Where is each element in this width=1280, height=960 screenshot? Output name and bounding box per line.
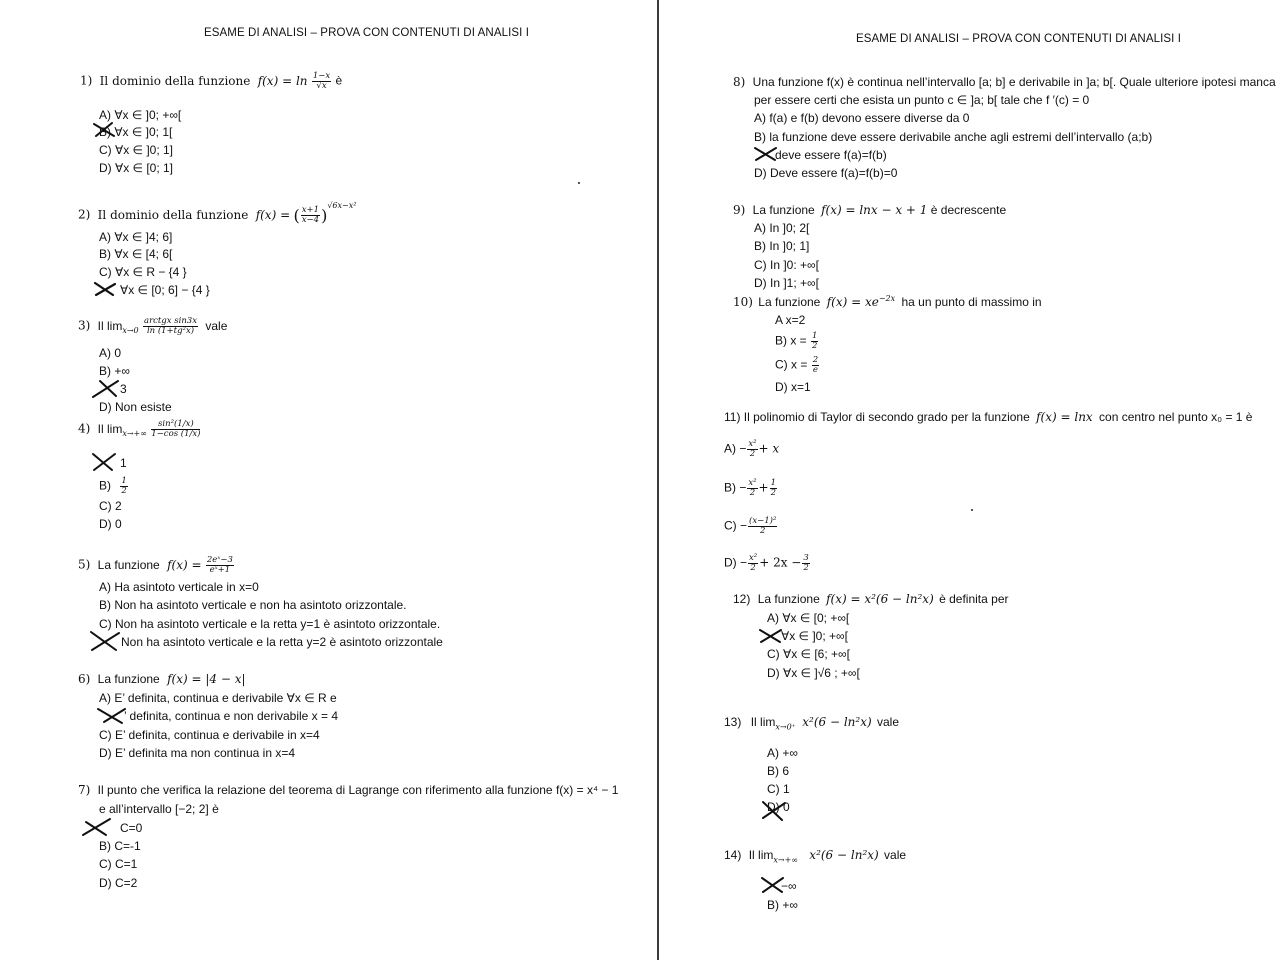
q8-option-b: B) la funzione deve essere derivabile anche agli estremi dell’intervallo (a;b) [754,130,1153,144]
q4-option-a: 1 [120,456,127,470]
q13-option-a: A) +∞ [767,746,798,760]
q1-answer-mark-icon [92,121,118,139]
question-6: 6) La funzione f(x) = |4 − x| [78,672,246,686]
question-14: 14) Il $\lim_{x\to+\infty} x^2(6 - \ln^2x)$ vale [724,848,907,865]
q13-answer-mark-icon [760,799,788,823]
q12-option-a: A) ∀x ∈ [0; +∞[ [767,611,850,625]
stray-dot [578,182,580,184]
left-page-title: ESAME DI ANALISI – PROVA CON CONTENUTI DI ANALISI I [204,27,530,39]
q8-line2: per essere certi che esista un punto c ∈ ]a; b[ tale che f ′(c) = 0 [754,93,1090,107]
question-12: 12) La funzione f(x) = x²(6 − ln²x) è definita per [733,592,1009,606]
q12-option-b: ∀x ∈ ]0; +∞[ [781,629,848,643]
q6-option-b: ’ definita, continua e non derivabile x = 4 [124,709,339,723]
question-4: 4) Il $\lim_{x\to+\infty}$ $\frac{\text{sin²(1/x)}}{1-\cos (1/x)}$ [78,419,201,439]
q11-option-b: B) − $\frac{\text{x²}}{2}$ + $\frac{1}{2}$ [724,478,777,498]
stray-dot [971,509,973,511]
q8-option-c: deve essere f(a)=f(b) [775,148,887,162]
question-8: 8) Una funzione f(x) è continua nell’intervallo [a; b] e derivabile in ]a; b[. Quale ulteriore ipotesi manca [733,75,1276,89]
q5-answer-mark-icon [88,629,122,653]
q13-option-c: C) 1 [767,782,790,796]
q9-option-b: B) In ]0; 1] [754,239,810,253]
question-10: 10) La funzione $f(x) = xe^{-2x}$ ha un punto di massimo in [733,294,1042,309]
q3-option-a: A) 0 [99,346,122,360]
q8-answer-mark-icon [753,145,779,163]
q9-option-c: C) In ]0: +∞[ [754,258,819,272]
q10-option-c: C) x = $\frac{2}{e}$ [775,355,819,375]
q3-option-c: 3 [120,382,127,396]
q5-option-c: C) Non ha asintoto verticale e la retta y=1 è asintoto orizzontale. [99,617,441,631]
q3-option-d: D) Non esiste [99,400,172,414]
q10-option-d: D) x=1 [775,380,811,394]
q5-fraction: $\frac{\text{2eˣ−3}}{\text{eˣ+1}}$ [206,555,233,575]
q4-option-d: D) 0 [99,517,122,531]
question-9: 9) La funzione f(x) = lnx − x + 1 è decrescente [733,203,1007,217]
q6-option-a: A) E’ definita, continua e derivabile ∀x ∈ R e [99,691,337,705]
q7-line2: e all’intervallo [−2; 2] è [99,802,219,816]
q8-option-a: A) f(a) e f(b) devono essere diverse da 0 [754,111,970,125]
q11-option-c: C) − $\frac{\text{(x−1)²}}{2}$ [724,516,777,536]
q1-option-b: B) ∀x ∈ ]0; 1[ [99,125,173,139]
question-7: 7) Il punto che verifica la relazione del teorema di Lagrange con riferimento alla funzione f(x) = x⁴ − 1 [78,783,619,797]
q2-option-b: B) ∀x ∈ [4; 6[ [99,247,173,261]
q11-option-d: D) − $\frac{\text{x²}}{2}$ + 2x − $\frac{3}{2}$ [724,553,809,573]
page-divider [657,0,659,960]
q7-option-a: C=0 [120,821,143,835]
q7-option-d: D) C=2 [99,876,138,890]
question-5: 5) La funzione f(x) = $\frac{\text{2eˣ−3}}{\text{eˣ+1}}$ [78,555,233,575]
q12-option-d: D) ∀x ∈ ]√6 ; +∞[ [767,666,860,680]
q1-option-a: A) ∀x ∈ ]0; +∞[ [99,108,182,122]
q8-option-d: D) Deve essere f(a)=f(b)=0 [754,166,898,180]
q6-option-c: C) E’ definita, continua e derivabile in x=4 [99,728,320,742]
q5-option-a: A) Ha asintoto verticale in x=0 [99,580,259,594]
q13-option-b: B) 6 [767,764,790,778]
q6-option-d: D) E’ definita ma non continua in x=4 [99,746,296,760]
q10-option-a: A x=2 [775,313,806,327]
question-3: 3) Il $\lim_{x\to 0}$ $\frac{\text{arctgx sin3x}}{\text{ln (1+tg²x)}}$ vale [78,316,228,336]
q14-option-a: −∞ [781,879,797,893]
q3-answer-mark-icon [90,378,122,400]
q2-option-d: ∀x ∈ [0; 6] − {4 } [120,283,210,297]
right-page-title: ESAME DI ANALISI – PROVA CON CONTENUTI DI ANALISI I [856,33,1182,45]
q2-answer-mark-icon [93,281,119,297]
q1-option-d: D) ∀x ∈ [0; 1] [99,161,174,175]
q10-option-b: B) x = $\frac{1}{2}$ [775,331,818,351]
question-2: 2) Il dominio della funzione f(x) = ( $\frac{x+1}{x-4}$ )$^{√6x-x^2}$ [78,200,357,225]
question-1: 1) Il dominio della funzione f(x) = ln $\frac{1-x}{√x}$ è [80,71,343,91]
question-13: 13) Il $\lim_{x\to 0^+} x^2(6 - \ln^2x)$ vale [724,715,899,732]
q9-option-a: A) In ]0; 2[ [754,221,810,235]
q3-fraction: $\frac{\text{arctgx sin3x}}{\text{ln (1+tg²x)}}$ [144,316,198,336]
q5-option-d: Non ha asintoto verticale e la retta y=2 è asintoto orizzontale [121,635,443,649]
q5-option-b: B) Non ha asintoto verticale e non ha asintoto orizzontale. [99,598,407,612]
q14-answer-mark-icon [760,875,786,895]
q9-option-d: D) In ]1; +∞[ [754,276,819,290]
q1-option-c: C) ∀x ∈ ]0; 1] [99,143,174,157]
q12-option-c: C) ∀x ∈ [6; +∞[ [767,647,850,661]
q6-answer-mark-icon [96,706,128,726]
q2-option-a: A) ∀x ∈ ]4; 6] [99,230,173,244]
q4-option-b: B) $\frac{1}{2}$ [99,476,127,496]
q7-answer-mark-icon [80,814,114,838]
q11-option-a: A) − $\frac{\text{x²}}{2}$ + x [724,439,780,459]
q2-fraction: $\frac{x+1}{x-4}$ [301,205,320,225]
q13-option-d: D) 0 [767,800,790,814]
q7-option-b: B) C=-1 [99,839,141,853]
q4-answer-mark-icon [90,451,118,473]
q4-option-c: C) 2 [99,499,122,513]
q2-option-c: C) ∀x ∈ R − {4 } [99,265,187,279]
q1-fraction: $\frac{1-x}{√x}$ [312,71,331,91]
q12-answer-mark-icon [758,627,784,645]
q7-option-c: C) C=1 [99,857,138,871]
q14-option-b: B) +∞ [767,898,798,912]
q4-fraction: $\frac{\text{sin²(1/x)}}{1-\cos (1/x)}$ [151,419,201,439]
q3-option-b: B) +∞ [99,364,130,378]
question-11: 11) Il polinomio di Taylor di secondo grado per la funzione f(x) = lnx con centro nel punto x₀ = 1 è [724,410,1253,424]
